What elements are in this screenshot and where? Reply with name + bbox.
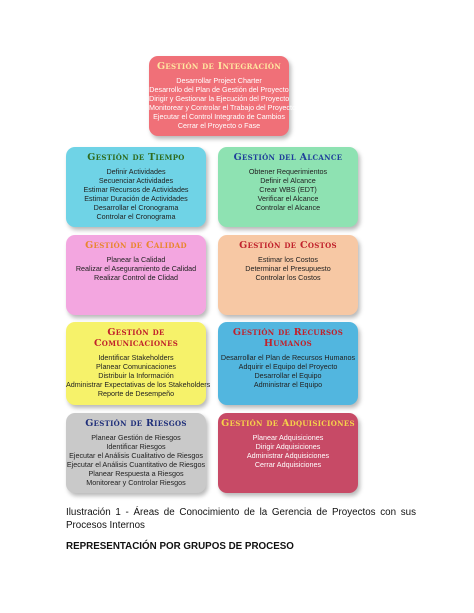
process-item: Definir Actividades: [106, 167, 166, 176]
process-item: Cerrar el Proyecto o Fase: [177, 121, 261, 130]
box-costos: [218, 235, 358, 315]
box-title: Gestión de Recursos Humanos: [232, 327, 344, 349]
process-item: Desarrollar el Cronograma: [93, 203, 179, 212]
process-item: Desarrollar Project Charter: [176, 76, 262, 85]
box-title: Gestión de Adquisiciones: [221, 418, 355, 429]
process-list: [66, 353, 211, 398]
process-item: Cerrar Adquisiciones: [254, 460, 322, 469]
process-list: [149, 76, 297, 130]
process-item: Estimar Duración de Actividades: [84, 194, 188, 203]
process-item: Estimar Recursos de Actividades: [83, 185, 189, 194]
process-item: Ejecutar el Análisis Cualitativo de Riesgos: [69, 451, 203, 460]
process-item: Realizar el Aseguramiento de Calidad: [75, 264, 197, 273]
process-item: Planear Adquisiciones: [252, 433, 324, 442]
box-comunicaciones: [66, 322, 211, 405]
process-item: Administrar Adquisiciones: [246, 451, 330, 460]
process-list: [66, 433, 206, 487]
process-item: Controlar el Cronograma: [96, 212, 176, 221]
process-item: Planear Respuesta a Riesgos: [88, 469, 184, 478]
box-recursos-humanos: [218, 322, 358, 405]
box-riesgos: [66, 413, 206, 493]
process-item: Identificar Riesgos: [106, 442, 166, 451]
process-list: [218, 433, 358, 469]
process-item: Realizar Control de Clidad: [94, 273, 178, 282]
box-tiempo: [66, 147, 206, 227]
process-item: Adquirir el Equipo del Proyecto: [238, 362, 338, 371]
box-calidad: [66, 235, 206, 315]
process-item: Controlar el Alcance: [255, 203, 321, 212]
process-item: Desarrollo del Plan de Gestión del Proyecto: [149, 85, 289, 94]
process-item: Administrar el Equipo: [253, 380, 323, 389]
process-item: Monitorear y Controlar Riesgos: [86, 478, 186, 487]
process-item: Controlar los Costos: [255, 273, 321, 282]
process-item: Dirigir Adquisiciones: [255, 442, 321, 451]
process-list: [218, 167, 358, 212]
process-item: Estimar los Costos: [258, 255, 318, 264]
process-item: Definir el Alcance: [260, 176, 316, 185]
process-item: Desarrollar el Plan de Recursos Humanos: [220, 353, 356, 362]
process-item: Planear Comunicaciones: [96, 362, 176, 371]
process-item: Desarrollar el Equipo: [254, 371, 322, 380]
box-title: Gestión de Riesgos: [85, 418, 187, 429]
box-title: Gestión de Comunicaciones: [93, 327, 179, 349]
box-title: Gestión del Alcance: [233, 152, 343, 163]
process-item: Ejecutar el Análisis Cuantitativo de Riesgos: [66, 460, 206, 469]
box-title: Gestión de Tiempo: [87, 152, 185, 163]
process-item: Ejecutar el Control Integrado de Cambios: [153, 112, 285, 121]
process-item: Administrar Expectativas de los Stakeholders: [66, 380, 211, 389]
process-item: Determinar el Presupuesto: [245, 264, 331, 273]
process-item: Dirigir y Gestionar la Ejecución del Proyecto: [149, 94, 290, 103]
process-list: [66, 167, 206, 221]
box-title: Gestión de Integración: [156, 61, 282, 72]
process-item: Planear la Calidad: [106, 255, 166, 264]
process-item: Obtener Requerimientos: [248, 167, 328, 176]
process-item: Verificar el Alcance: [257, 194, 319, 203]
process-item: Identificar Stakeholders: [98, 353, 174, 362]
box-title: Gestión de Calidad: [85, 240, 187, 251]
process-list: [66, 255, 206, 282]
process-item: Distribuir la Información: [98, 371, 174, 380]
process-item: Reporte de Desempeño: [97, 389, 175, 398]
figure-caption: Ilustración 1 - Áreas de Conocimiento de la Gerencia de Proyectos con sus Procesos Internos: [66, 507, 416, 531]
process-item: Secuenciar Actividades: [98, 176, 174, 185]
process-item: Planear Gestión de Riesgos: [91, 433, 181, 442]
box-integracion: [149, 56, 297, 136]
box-alcance: [218, 147, 358, 227]
process-item: Monitorear y Controlar el Trabajo del Proyecto: [149, 103, 297, 112]
section-heading: REPRESENTACIÓN POR GRUPOS DE PROCESO: [66, 541, 294, 552]
box-title: Gestión de Costos: [239, 240, 337, 251]
process-list: [218, 353, 358, 389]
box-adquisiciones: [218, 413, 358, 493]
process-list: [218, 255, 358, 282]
process-item: Crear WBS (EDT): [259, 185, 317, 194]
